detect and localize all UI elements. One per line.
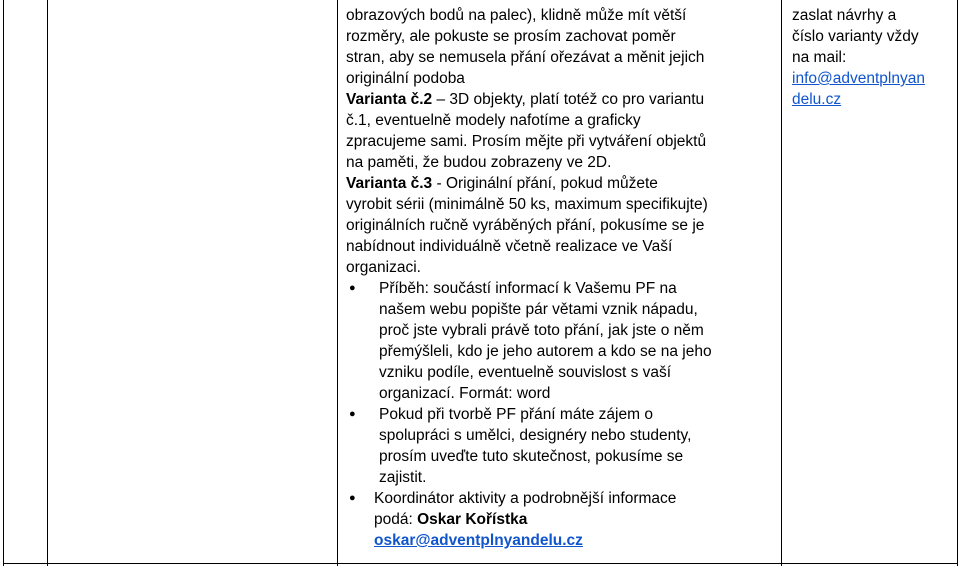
variant-2-text: – 3D objekty, platí totéž co pro variantu (432, 91, 705, 108)
intro-line: obrazových bodů na palec), klidně může mít větší (346, 7, 687, 24)
bullet-icon: ● (349, 408, 356, 420)
variant-2-line: na paměti, že budou zobrazeny ve 2D. (346, 154, 612, 171)
coordinator-prefix: podá: (374, 511, 418, 528)
bullet-line: proč jste vybrali právě toto přání, jak jste o něm (379, 322, 704, 339)
side-line: zaslat návrhy a (792, 7, 897, 24)
table-border-left (3, 0, 4, 566)
bullet-line: Pokud při tvorbě PF přání máte zájem o (379, 406, 653, 423)
variant-2-line: zpracujeme sami. Prosím mějte při vytváření objektů (346, 133, 707, 150)
info-email-link-part1[interactable]: info@adventplnyan (792, 70, 925, 87)
bullet-icon: ● (349, 492, 356, 504)
side-email-line (792, 68, 957, 89)
side-email-line (792, 89, 957, 110)
variant-3-line (346, 173, 778, 194)
table-border-col3 (781, 0, 782, 566)
bullet-line: přemýšleli, kdo je jeho autorem a kdo se na jeho (379, 343, 712, 360)
bullet-line: Koordinátor aktivity a podrobnější informace (374, 490, 677, 507)
bullet-icon: ● (349, 282, 356, 294)
variant-3-line: organizaci. (346, 259, 421, 276)
variant-3-line: nabídnout individuálně včetně realizace ve Vaší (346, 238, 673, 255)
table-border-col2 (337, 0, 338, 566)
bullet-line: našem webu popište pár větami vznik nápadu, (379, 301, 698, 318)
coordinator-email-link[interactable]: oskar@adventplnyandelu.cz (374, 532, 583, 549)
coordinator-email-line (374, 530, 778, 551)
info-email-link-part2[interactable]: delu.cz (792, 91, 842, 108)
bullet-line: vzniku podíle, eventuelně souvislost s vaší (379, 364, 672, 381)
table-border-right (957, 0, 958, 566)
intro-line: rozměry, ale pokuste se prosím zachovat poměr (346, 28, 676, 45)
side-line: číslo varianty vždy (792, 28, 919, 45)
side-line: na mail: (792, 49, 847, 66)
variant-2-line (346, 89, 778, 110)
variant-2-line: č.1, eventuelně modely nafotíme a graficky (346, 112, 641, 129)
variant-3-line: originálních ručně vyráběných přání, pokusíme se je (346, 217, 705, 234)
bullet-item-collaboration (346, 404, 778, 488)
variant-3-label: Varianta č.3 (346, 175, 433, 192)
bullet-line: spolupráci s umělci, designéry nebo studenty, (379, 427, 692, 444)
bullet-item-story (346, 278, 778, 404)
intro-line: originální podoba (346, 70, 465, 87)
table-border-col1 (47, 0, 48, 566)
coordinator-line (374, 509, 778, 530)
side-cell (792, 5, 957, 110)
variant-3-line: vyrobit sérii (minimálně 50 ks, maximum specifikujte) (346, 196, 708, 213)
main-cell (346, 5, 778, 551)
intro-line: stran, aby se nemusela přání ořezávat a měnit jejich (346, 49, 705, 66)
bullet-line: Příběh: součástí informací k Vašemu PF na (379, 280, 677, 297)
variant-2-label: Varianta č.2 (346, 91, 433, 108)
variant-3-text: - Originální přání, pokud můžete (432, 175, 658, 192)
bullet-line: zajistit. (379, 469, 427, 486)
bullet-item-coordinator (346, 488, 778, 551)
coordinator-name: Oskar Kořístka (417, 511, 528, 528)
bullet-line: organizací. Formát: word (379, 385, 551, 402)
table-border-bottom (3, 563, 958, 564)
bullet-line: prosím uveďte tuto skutečnost, pokusíme se (379, 448, 684, 465)
